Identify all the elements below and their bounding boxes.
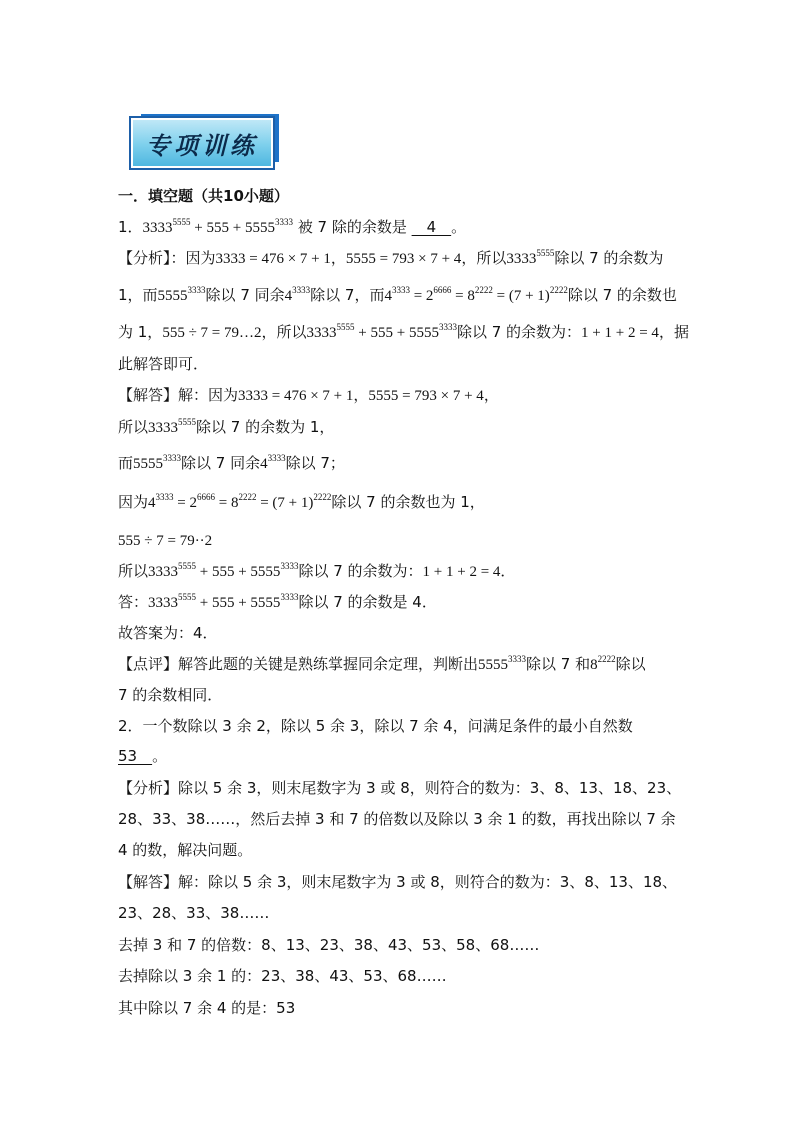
q1-comment-line-1: 【点评】解答此题的关键是熟练掌握同余定理，判断出$5555^{3333}$除以 7 和$8^{2222}$除以 (118, 654, 646, 673)
q1-solution-line-2: 所以$3333^{5555}$除以 7 的余数为 1， (118, 417, 335, 436)
q2-solution-line-5: 其中除以 7 余 4 的是：53 (118, 999, 296, 1017)
q1-solution-line-1: 【解答】解：因为3333 = 476 × 7 + 1，5555 = 793 × 7 + 4， (118, 386, 499, 404)
q1-comment-line-2: 7 的余数相同． (118, 686, 223, 704)
section-heading: 一．填空题（共10小题） (118, 187, 289, 205)
q2-solution-line-4: 去掉除以 3 余 1 的：23、38、43、53、68…… (118, 967, 447, 985)
section-banner: 专项训练 (131, 118, 273, 168)
q2-solution-line-1: 【解答】解：除以 5 余 3，则末尾数字为 3 或 8，则符合的数为：3、8、13、18、 (118, 873, 678, 891)
q2-analysis-line-1: 【分析】除以 5 余 3，则末尾数字为 3 或 8，则符合的数为：3、8、13、18、23、 (118, 779, 682, 797)
q1-analysis-line-4: 此解答即可． (118, 355, 209, 373)
question-2-answer-line: 53 。 (118, 747, 168, 765)
q1-solution-line-7: 答：$3333^{5555} + 555 + 5555^{3333}$除以 7 的余数是 4． (118, 592, 437, 611)
q1-solution-line-8: 故答案为：4． (118, 624, 218, 642)
q2-analysis-line-3: 4 的数，解决问题。 (118, 841, 253, 859)
q2-solution-line-3: 去掉 3 和 7 的倍数：8、13、23、38、43、53、58、68…… (118, 936, 540, 954)
question-1-answer: 4 (411, 218, 452, 236)
q1-solution-line-4: 因为$4^{3333} = 2^{6666} = 8^{2222} = (7 + 1)^{2222}$除以 7 的余数也为 1， (118, 492, 485, 511)
question-2-stem: 2．一个数除以 3 余 2，除以 5 余 3，除以 7 余 4，问满足条件的最小自然数 (118, 717, 633, 735)
q1-solution-line-6: 所以$3333^{5555} + 555 + 5555^{3333}$除以 7 的余数为：1 + 1 + 2 = 4． (118, 561, 516, 580)
q2-solution-line-2: 23、28、33、38…… (118, 904, 270, 922)
q2-analysis-line-2: 28、33、38……，然后去掉 3 和 7 的倍数以及除以 3 余 1 的数，再找出除以 7 余 (118, 810, 676, 828)
question-1-stem: 1．$3333^{5555} + 555 + 5555^{3333}$ 被 7 除的余数是 4 。 (118, 217, 467, 236)
q1-analysis-line-3: 为 1，555 ÷ 7 = 79…2，所以$3333^{5555} + 555 + 5555^{3333}$除以 7 的余数为：1 + 1 + 2 = 4，据 (118, 322, 689, 341)
question-2-answer: 53 (118, 747, 153, 765)
q1-solution-line-3: 而$5555^{3333}$除以 7 同余$4^{3333}$除以 7； (118, 453, 345, 472)
q1-analysis-line-2: 1，而$5555^{3333}$除以 7 同余$4^{3333}$除以 7，而$4^{3333} = 2^{6666} = 8^{2222} = (7 + 1)^{2222}$除以 7 的余数也 (118, 285, 677, 304)
q1-solution-line-5: 555 ÷ 7 = 79··2 (118, 533, 213, 549)
q1-analysis-line-1: 【分析】：因为3333 = 476 × 7 + 1，5555 = 793 × 7 + 4，所以$3333^{5555}$除以 7 的余数为 (118, 248, 664, 267)
